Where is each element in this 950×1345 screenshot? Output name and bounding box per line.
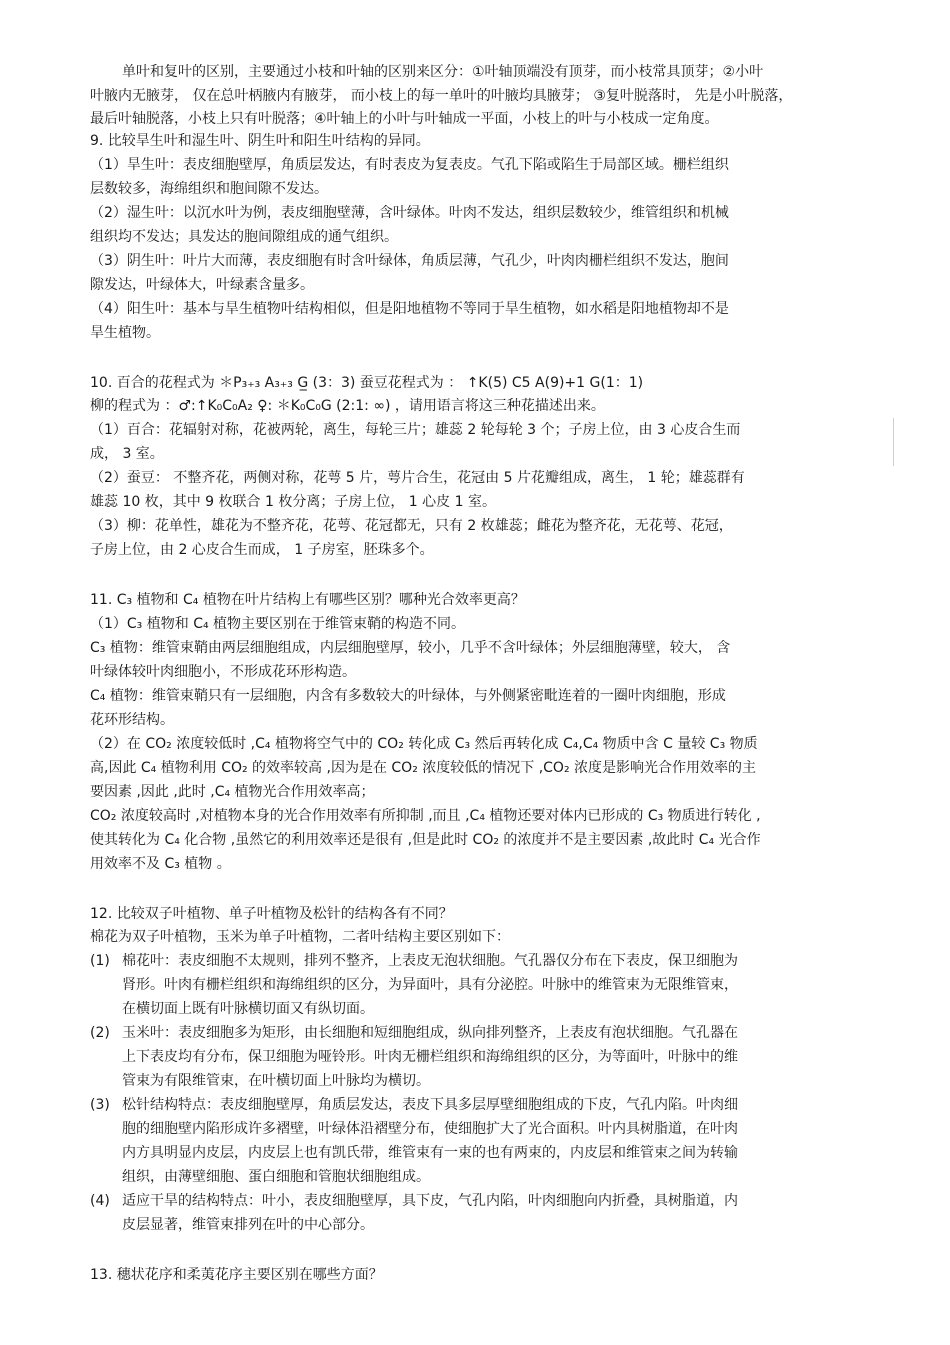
margin-rule (893, 418, 894, 466)
q9-line: （3）阴生叶：叶片大而薄，表皮细胞有时含叶绿体，角质层薄，气孔少，叶肉肉栅栏组织不发达，胞间 (90, 253, 729, 269)
q10-line: 子房上位，由 2 心皮合生而成， 1 子房室，胚珠多个。 (90, 542, 434, 558)
q12-item-line: 肾形。叶肉有栅栏组织和海绵组织的区分，为异面叶，具有分泌腔。叶脉中的维管束为无限维管束， (122, 977, 738, 993)
q12-item-line: 胞的细胞壁内陷形成许多褶壁，叶绿体沿褶壁分布，使细胞扩大了光合面积。叶内具树脂道，在叶肉 (122, 1121, 738, 1137)
q11-line: C₃ 植物：维管束鞘由两层细胞组成，内层细胞壁厚，较小，几乎不含叶绿体；外层细胞薄壁，较大， 含 (90, 640, 731, 656)
q11-line: C₄ 植物：维管束鞘只有一层细胞，内含有多数较大的叶绿体，与外侧紧密毗连着的一圈叶肉细胞，形成 (90, 688, 726, 704)
q10-title: 10. 百合的花程式为 ＊P₃₊₃ A₃₊₃ G̲ (3：3) 蚕豆花程式为 ： ↑K(5) C5 A(9)+1 G(1：1) (90, 375, 644, 391)
q11-line: 花环形结构。 (90, 712, 174, 728)
q10-line: （3）柳：花单性，雄花为不整齐花，花萼、花冠都无，只有 2 枚雄蕊；雌花为整齐花，无花萼、花冠， (90, 518, 733, 534)
q9-title: 9. 比较旱生叶和湿生叶、阴生叶和阳生叶结构的异同。 (90, 133, 430, 149)
q11-line: 要因素 ,因此 ,此时 ,C₄ 植物光合作用效率高； (90, 784, 375, 800)
q12-title: 12. 比较双子叶植物、单子叶植物及松针的结构各有不同？ (90, 906, 453, 922)
q12-item-line: 在横切面上既有叶脉横切面又有纵切面。 (122, 1001, 374, 1017)
q12-intro: 棉花为双子叶植物，玉米为单子叶植物，二者叶结构主要区别如下： (90, 929, 510, 945)
q11-line: （1）C₃ 植物和 C₄ 植物主要区别在于维管束鞘的构造不同。 (90, 616, 466, 632)
q12-item-line: 管束为有限维管束，在叶横切面上叶脉均为横切。 (122, 1073, 430, 1089)
q12-item-line: 棉花叶：表皮细胞不太规则，排列不整齐，上表皮无泡状细胞。气孔器仅分布在下表皮，保卫细胞为 (122, 953, 738, 969)
q10-line: 雄蕊 10 枚，其中 9 枚联合 1 枚分离；子房上位， 1 心皮 1 室。 (90, 494, 496, 510)
q11-line: 用效率不及 C₃ 植物 。 (90, 856, 231, 872)
q9-line: 隙发达，叶绿体大，叶绿素含量多。 (90, 277, 314, 293)
q12-item-label: (2) (90, 1025, 110, 1041)
q9-line: （4）阳生叶：基本与旱生植物叶结构相似，但是阳地植物不等同于旱生植物，如水稻是阳地植物却不是 (90, 301, 729, 317)
q10-line: 柳的程式为 ：♂:↑K₀C₀A₂ ♀: ＊K₀C₀G (2:1: ∞) ，请用语言将这三种花描述出来。 (90, 398, 605, 414)
q12-item-label: (4) (90, 1193, 110, 1209)
q10-line: 成， 3 室。 (90, 446, 164, 462)
q9-line: 组织均不发达；具发达的胞间隙组成的通气组织。 (90, 229, 398, 245)
q12-item-line: 适应干旱的结构特点：叶小，表皮细胞壁厚，具下皮，气孔内陷，叶肉细胞向内折叠，具树脂道，内 (122, 1193, 738, 1209)
intro-line-2: 叶腋内无腋芽， 仅在总叶柄腋内有腋芽， 而小枝上的每一单叶的叶腋均具腋芽； ③复叶脱落时， 先是小叶脱落， (90, 88, 793, 104)
q9-line: 旱生植物。 (90, 325, 160, 341)
q9-line: （2）湿生叶：以沉水叶为例，表皮细胞壁薄，含叶绿体。叶肉不发达，组织层数较少，维管组织和机械 (90, 205, 729, 221)
intro-line-3: 最后叶轴脱落，小枝上只有叶脱落；④叶轴上的小叶与叶轴成一平面，小枝上的叶与小枝成一定角度。 (90, 111, 719, 127)
q12-item-line: 皮层显著，维管束排列在叶的中心部分。 (122, 1217, 374, 1233)
q10-line: （2）蚕豆： 不整齐花，两侧对称，花萼 5 片，萼片合生，花冠由 5 片花瓣组成，离生， 1 轮；雄蕊群有 (90, 470, 745, 486)
q10-line: （1）百合：花辐射对称，花被两轮，离生，每轮三片；雄蕊 2 轮每轮 3 个；子房上位，由 3 心皮合生而 (90, 422, 741, 438)
q12-item-line: 松针结构特点：表皮细胞壁厚，角质层发达，表皮下具多层厚壁细胞组成的下皮，气孔内陷。叶肉细 (122, 1097, 738, 1113)
q12-item-label: (3) (90, 1097, 110, 1113)
q11-line: （2）在 CO₂ 浓度较低时 ,C₄ 植物将空气中的 CO₂ 转化成 C₃ 然后再转化成 C₄,C₄ 物质中含 C 量较 C₃ 物质 (90, 736, 758, 752)
q12-item-line: 内方具明显内皮层，内皮层上也有凯氏带，维管束有一束的也有两束的，内皮层和维管束之间为转输 (122, 1145, 738, 1161)
q9-line: （1）旱生叶：表皮细胞壁厚，角质层发达，有时表皮为复表皮。气孔下陷或陷生于局部区域。栅栏组织 (90, 157, 729, 173)
q11-line: CO₂ 浓度较高时 ,对植物本身的光合作用效率有所抑制 ,而且 ,C₄ 植物还要对体内已形成的 C₃ 物质进行转化 , (90, 808, 761, 824)
q12-item-line: 上下表皮均有分布，保卫细胞为哑铃形。叶肉无栅栏组织和海绵组织的区分，为等面叶，叶脉中的维 (122, 1049, 738, 1065)
q11-line: 使其转化为 C₄ 化合物 ,虽然它的利用效率还是很有 ,但是此时 CO₂ 的浓度并不是主要因素 ,故此时 C₄ 光合作 (90, 832, 761, 848)
q12-item-line: 组织，由薄壁细胞、蛋白细胞和管胞状细胞组成。 (122, 1169, 430, 1185)
q11-line: 高,因此 C₄ 植物利用 CO₂ 的效率较高 ,因为是在 CO₂ 浓度较低的情况下 ,CO₂ 浓度是影响光合作用效率的主 (90, 760, 757, 776)
q13-title: 13. 穗状花序和柔荑花序主要区别在哪些方面？ (90, 1267, 383, 1283)
q11-title: 11. C₃ 植物和 C₄ 植物在叶片结构上有哪些区别？哪种光合效率更高？ (90, 592, 525, 608)
q9-line: 层数较多，海绵组织和胞间隙不发达。 (90, 181, 328, 197)
q12-item-line: 玉米叶：表皮细胞多为矩形，由长细胞和短细胞组成，纵向排列整齐，上表皮有泡状细胞。气孔器在 (122, 1025, 738, 1041)
q11-line: 叶绿体较叶肉细胞小，不形成花环形构造。 (90, 664, 356, 680)
q12-item-label: (1) (90, 953, 110, 969)
intro-line-1: 单叶和复叶的区别，主要通过小枝和叶轴的区别来区分：①叶轴顶端没有顶芽，而小枝常具顶芽；②小叶 (122, 64, 764, 80)
